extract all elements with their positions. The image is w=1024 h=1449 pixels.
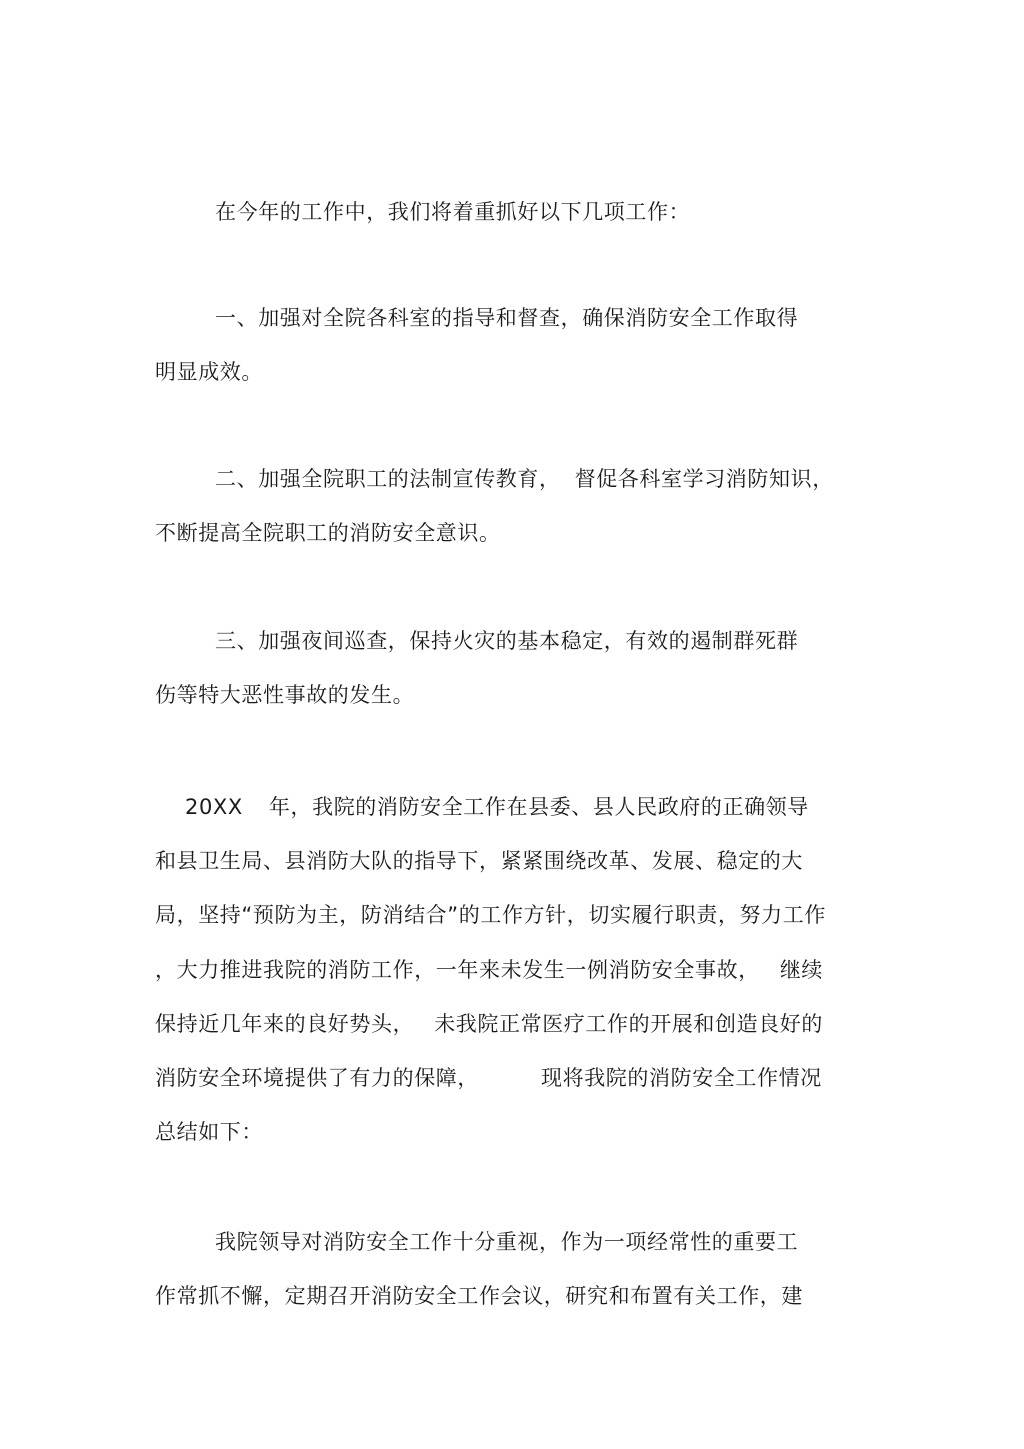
item1-line1: 一、加强对全院各科室的指导和督查，确保消防安全工作取得	[215, 306, 799, 330]
item3-line1: 三、加强夜间巡查，保持火灾的基本稳定，有效的遏制群死群	[215, 629, 799, 653]
summary-line1-text: 年，我院的消防安全工作在县委、县人民政府的正确领导	[268, 795, 809, 819]
item2-line1-part-a: 二、加强全院职工的法制宣传教育，	[215, 467, 561, 491]
leader-line2: 作常抓不懈，定期召开消防安全工作会议，研究和布置有关工作，建	[155, 1284, 803, 1308]
summary-line3: 局，坚持“预防为主，防消结合”的工作方针，切实履行职责，努力工作	[155, 903, 826, 927]
summary-line6-part-b: 现将我院的消防安全工作情况	[541, 1066, 822, 1090]
summary-year: 20XX	[185, 795, 243, 819]
summary-line4	[155, 955, 823, 985]
summary-line5-part-a: 保持近几年来的良好势头，	[155, 1012, 415, 1036]
item2-line1-part-b: 督促各科室学习消防知识，	[574, 467, 834, 491]
summary-line2: 和县卫生局、县消防大队的指导下，紧紧围绕改革、发展、稳定的大	[155, 849, 803, 873]
item1-line2: 明显成效。	[155, 360, 263, 384]
summary-line6-part-a: 消防安全环境提供了有力的保障，	[155, 1066, 479, 1090]
item2-line2: 不断提高全院职工的消防安全意识。	[155, 521, 501, 545]
summary-line7: 总结如下：	[155, 1120, 263, 1144]
summary-line4-part-b: 继续	[779, 958, 824, 982]
item3-line2: 伤等特大恶性事故的发生。	[155, 683, 415, 707]
summary-line5	[155, 1009, 823, 1039]
summary-line1	[185, 792, 809, 822]
summary-line5-part-b: 未我院正常医疗工作的开展和创造良好的	[434, 1012, 824, 1036]
intro-paragraph: 在今年的工作中，我们将着重抓好以下几项工作：	[215, 200, 691, 224]
leader-line1: 我院领导对消防安全工作十分重视，作为一项经常性的重要工	[215, 1230, 799, 1254]
summary-line4-part-a: ，大力推进我院的消防工作，一年来未发生一例消防安全事故，	[155, 958, 760, 982]
item2-line1	[215, 464, 834, 494]
summary-line6	[155, 1063, 822, 1093]
